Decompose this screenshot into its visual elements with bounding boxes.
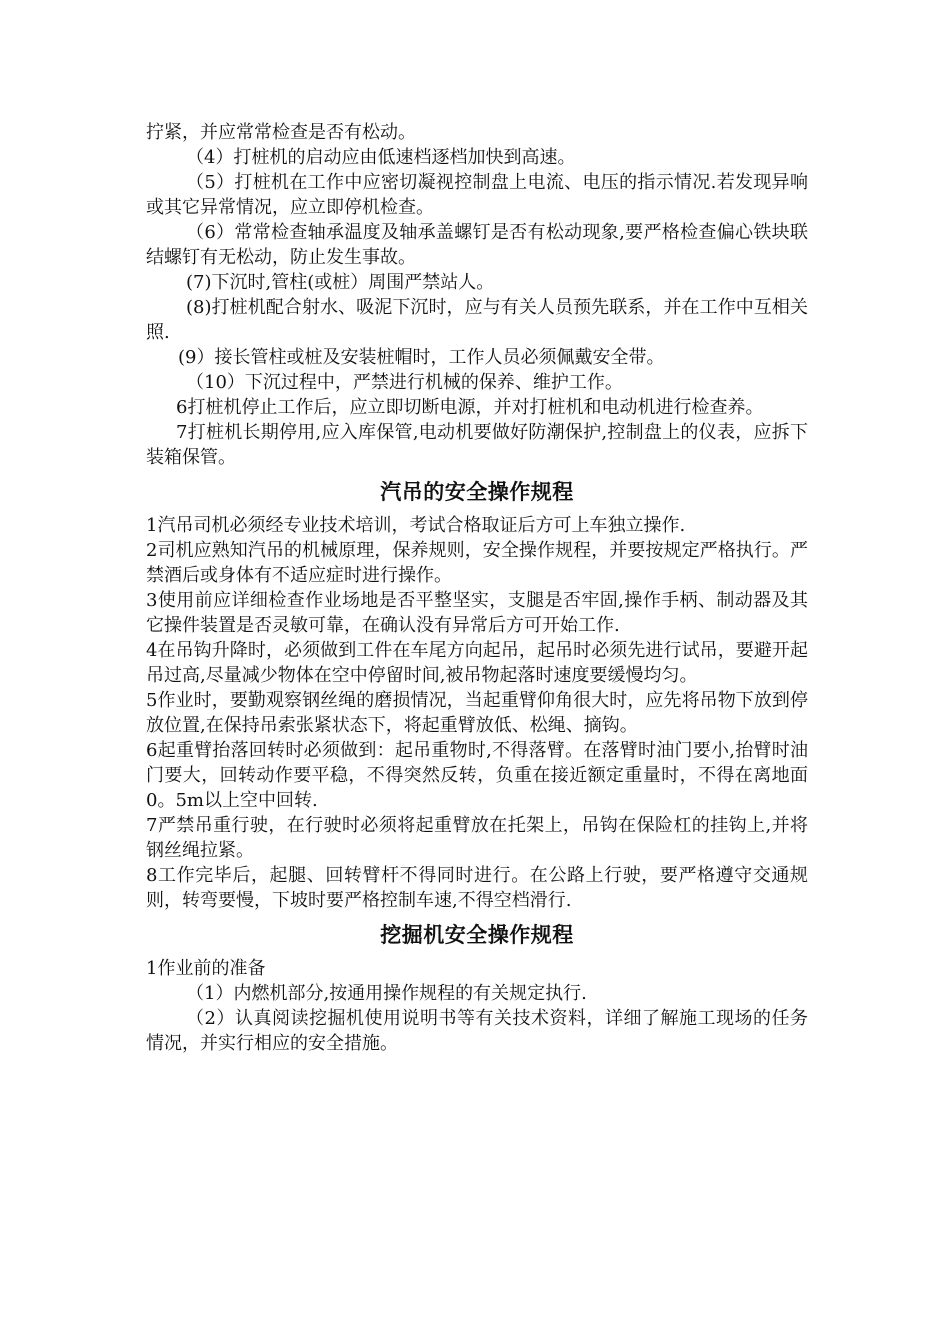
paragraph: 7打桩机长期停用,应入库保管,电动机要做好防潮保护,控制盘上的仪表，应拆下装箱保管。	[146, 422, 808, 468]
paragraph: 5作业时，要勤观察钢丝绳的磨损情况，当起重臂仰角很大时，应先将吊物下放到停放位置,在保持吊索张紧状态下，将起重臂放低、松绳、摘钩。	[146, 690, 808, 736]
paragraph: 8工作完毕后，起腿、回转臂杆不得同时进行。在公路上行驶，要严格遵守交通规则，转弯要慢，下坡时要严格控制车速,不得空档滑行.	[146, 865, 808, 911]
paragraph: (9）接长管柱或桩及安装桩帽时，工作人员必须佩戴安全带。	[178, 347, 665, 368]
paragraph: 7严禁吊重行驶，在行驶时必须将起重臂放在托架上，吊钩在保险杠的挂钩上,并将钢丝绳拉紧。	[146, 815, 808, 861]
paragraph: （4）打桩机的启动应由低速档逐档加快到高速。	[186, 147, 576, 168]
paragraph: 1作业前的准备	[146, 958, 266, 979]
paragraph: （6）常常检查轴承温度及轴承盖螺钉是否有松动现象,要严格检查偏心铁块联结螺钉有无松动，防止发生事故。	[146, 222, 808, 268]
paragraph: 3使用前应详细检查作业场地是否平整坚实，支腿是否牢固,操作手柄、制动器及其它操件装置是否灵敏可靠，在确认没有异常后方可开始工作.	[146, 590, 808, 636]
paragraph: （10）下沉过程中，严禁进行机械的保养、维护工作。	[186, 372, 623, 393]
section-title-excavator: 挖掘机安全操作规程	[380, 923, 574, 947]
section-pile-driver-continued	[146, 120, 808, 470]
section-excavator	[146, 956, 808, 1056]
paragraph: 6打桩机停止工作后，应立即切断电源，并对打桩机和电动机进行检查养。	[176, 397, 764, 418]
paragraph: 2司机应熟知汽吊的机械原理，保养规则，安全操作规程，并要按规定严格执行。严禁酒后或身体有不适应症时进行操作。	[146, 540, 808, 586]
paragraph: (7)下沉时,管柱(或桩）周围严禁站人。	[186, 272, 495, 293]
paragraph: 1汽吊司机必须经专业技术培训，考试合格取证后方可上车独立操作.	[146, 515, 686, 536]
paragraph: 6起重臂抬落回转时必须做到：起吊重物时,不得落臂。在落臂时油门要小,抬臂时油门要大，回转动作要平稳，不得突然反转，负重在接近额定重量时，不得在离地面0。5m以上空中回转.	[146, 740, 808, 811]
paragraph: （2）认真阅读挖掘机使用说明书等有关技术资料，详细了解施工现场的任务情况，并实行相应的安全措施。	[146, 1008, 808, 1054]
paragraph: (8)打桩机配合射水、吸泥下沉时，应与有关人员预先联系，并在工作中互相关照.	[146, 297, 808, 343]
paragraph: （1）内燃机部分,按通用操作规程的有关规定执行.	[186, 983, 587, 1004]
paragraph: （5）打桩机在工作中应密切凝视控制盘上电流、电压的指示情况.若发现异响或其它异常情况，应立即停机检查。	[146, 172, 808, 218]
paragraph: 拧紧，并应常常检查是否有松动。	[146, 122, 416, 143]
section-truck-crane	[146, 513, 808, 913]
paragraph: 4在吊钩升降时，必须做到工件在车尾方向起吊，起吊时必须先进行试吊，要避开起吊过高,尽量减少物体在空中停留时间,被吊物起落时速度要缓慢均匀。	[146, 640, 808, 686]
document-body	[146, 120, 808, 1056]
section-title-truck-crane: 汽吊的安全操作规程	[380, 480, 574, 504]
